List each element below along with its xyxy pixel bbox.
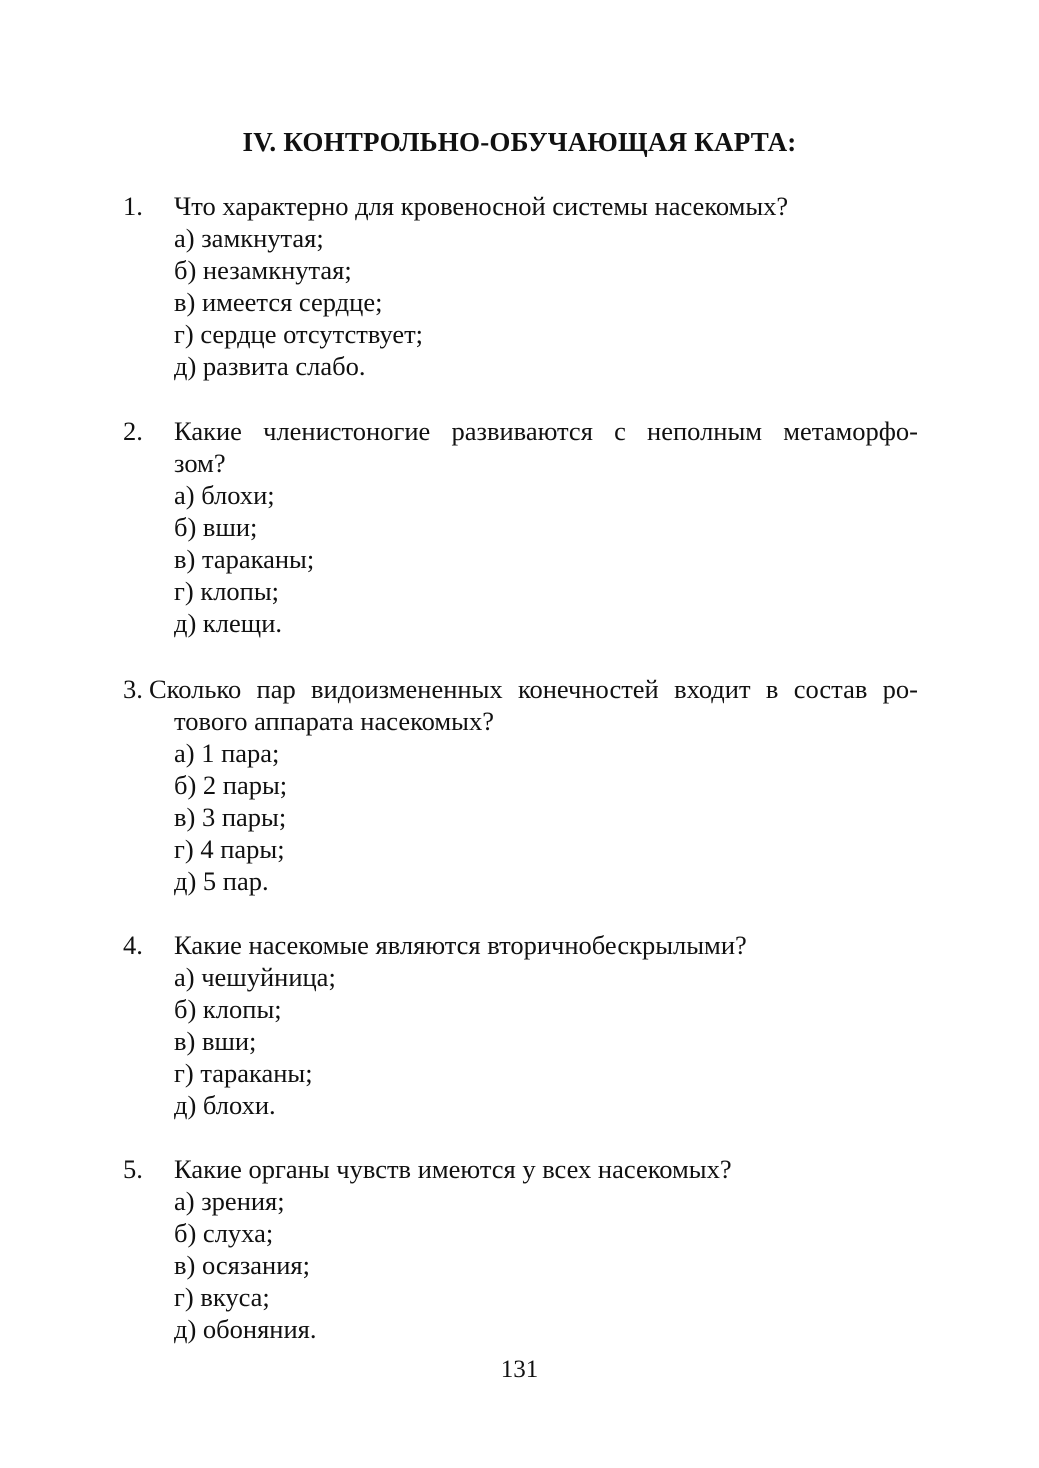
answer-option: в) тараканы; [174, 544, 315, 574]
answer-options [123, 1185, 918, 1345]
answer-option: а) чешуйница; [174, 962, 336, 992]
answer-option: д) клещи. [174, 608, 283, 638]
answer-option: б) незамкнутая; [174, 255, 352, 285]
page-title: IV. КОНТРОЛЬНО-ОБУЧАЮЩАЯ КАРТА: [242, 127, 797, 157]
question-number: 4. [123, 930, 143, 960]
answer-option: г) тараканы; [174, 1058, 313, 1088]
answer-option: в) осязания; [174, 1250, 310, 1280]
question-text: Что характерно для кровеносной системы насекомых? [174, 191, 789, 221]
page-number: 131 [500, 1356, 539, 1383]
question-number: 1. [123, 191, 143, 221]
question-text-continuation: зом? [174, 448, 226, 478]
question-5 [123, 1153, 918, 1345]
answer-option: д) 5 пар. [174, 866, 269, 896]
answer-option: в) 3 пары; [174, 802, 287, 832]
answer-option: г) клопы; [174, 576, 280, 606]
answer-option: г) 4 пары; [174, 834, 285, 864]
answer-option: д) блохи. [174, 1090, 276, 1120]
question-text: Какие членистоногие развиваются с неполным метаморфо- [174, 416, 918, 446]
question-text: Какие органы чувств имеются у всех насекомых? [174, 1154, 732, 1184]
question-number: 2. [123, 416, 143, 446]
answer-option: г) вкуса; [174, 1282, 270, 1312]
question-text-continuation: тового аппарата насекомых? [174, 706, 494, 736]
question-4 [123, 929, 918, 1121]
answer-option: в) вши; [174, 1026, 257, 1056]
question-number: 5. [123, 1154, 143, 1184]
answer-option: д) развита слабо. [174, 351, 366, 381]
answer-options [123, 961, 918, 1121]
answer-option: а) зрения; [174, 1186, 285, 1216]
question-3 [123, 673, 918, 897]
answer-option: а) блохи; [174, 480, 275, 510]
answer-option: б) клопы; [174, 994, 282, 1024]
question-text: Сколько пар видоизмененных конечностей входит в состав ро- [149, 674, 918, 704]
answer-option: б) слуха; [174, 1218, 274, 1248]
question-1 [123, 190, 918, 382]
answer-option: г) сердце отсутствует; [174, 319, 424, 349]
answer-option: а) 1 пара; [174, 738, 280, 768]
answer-options [123, 737, 918, 897]
answer-option: б) вши; [174, 512, 258, 542]
answer-option: в) имеется сердце; [174, 287, 383, 317]
question-2 [123, 415, 918, 639]
answer-options [123, 222, 918, 382]
question-number: 3. [123, 674, 143, 704]
answer-option: а) замкнутая; [174, 223, 324, 253]
question-text: Какие насекомые являются вторичнобескрылыми? [174, 930, 747, 960]
answer-options [123, 479, 918, 639]
answer-option: б) 2 пары; [174, 770, 288, 800]
answer-option: д) обоняния. [174, 1314, 317, 1344]
